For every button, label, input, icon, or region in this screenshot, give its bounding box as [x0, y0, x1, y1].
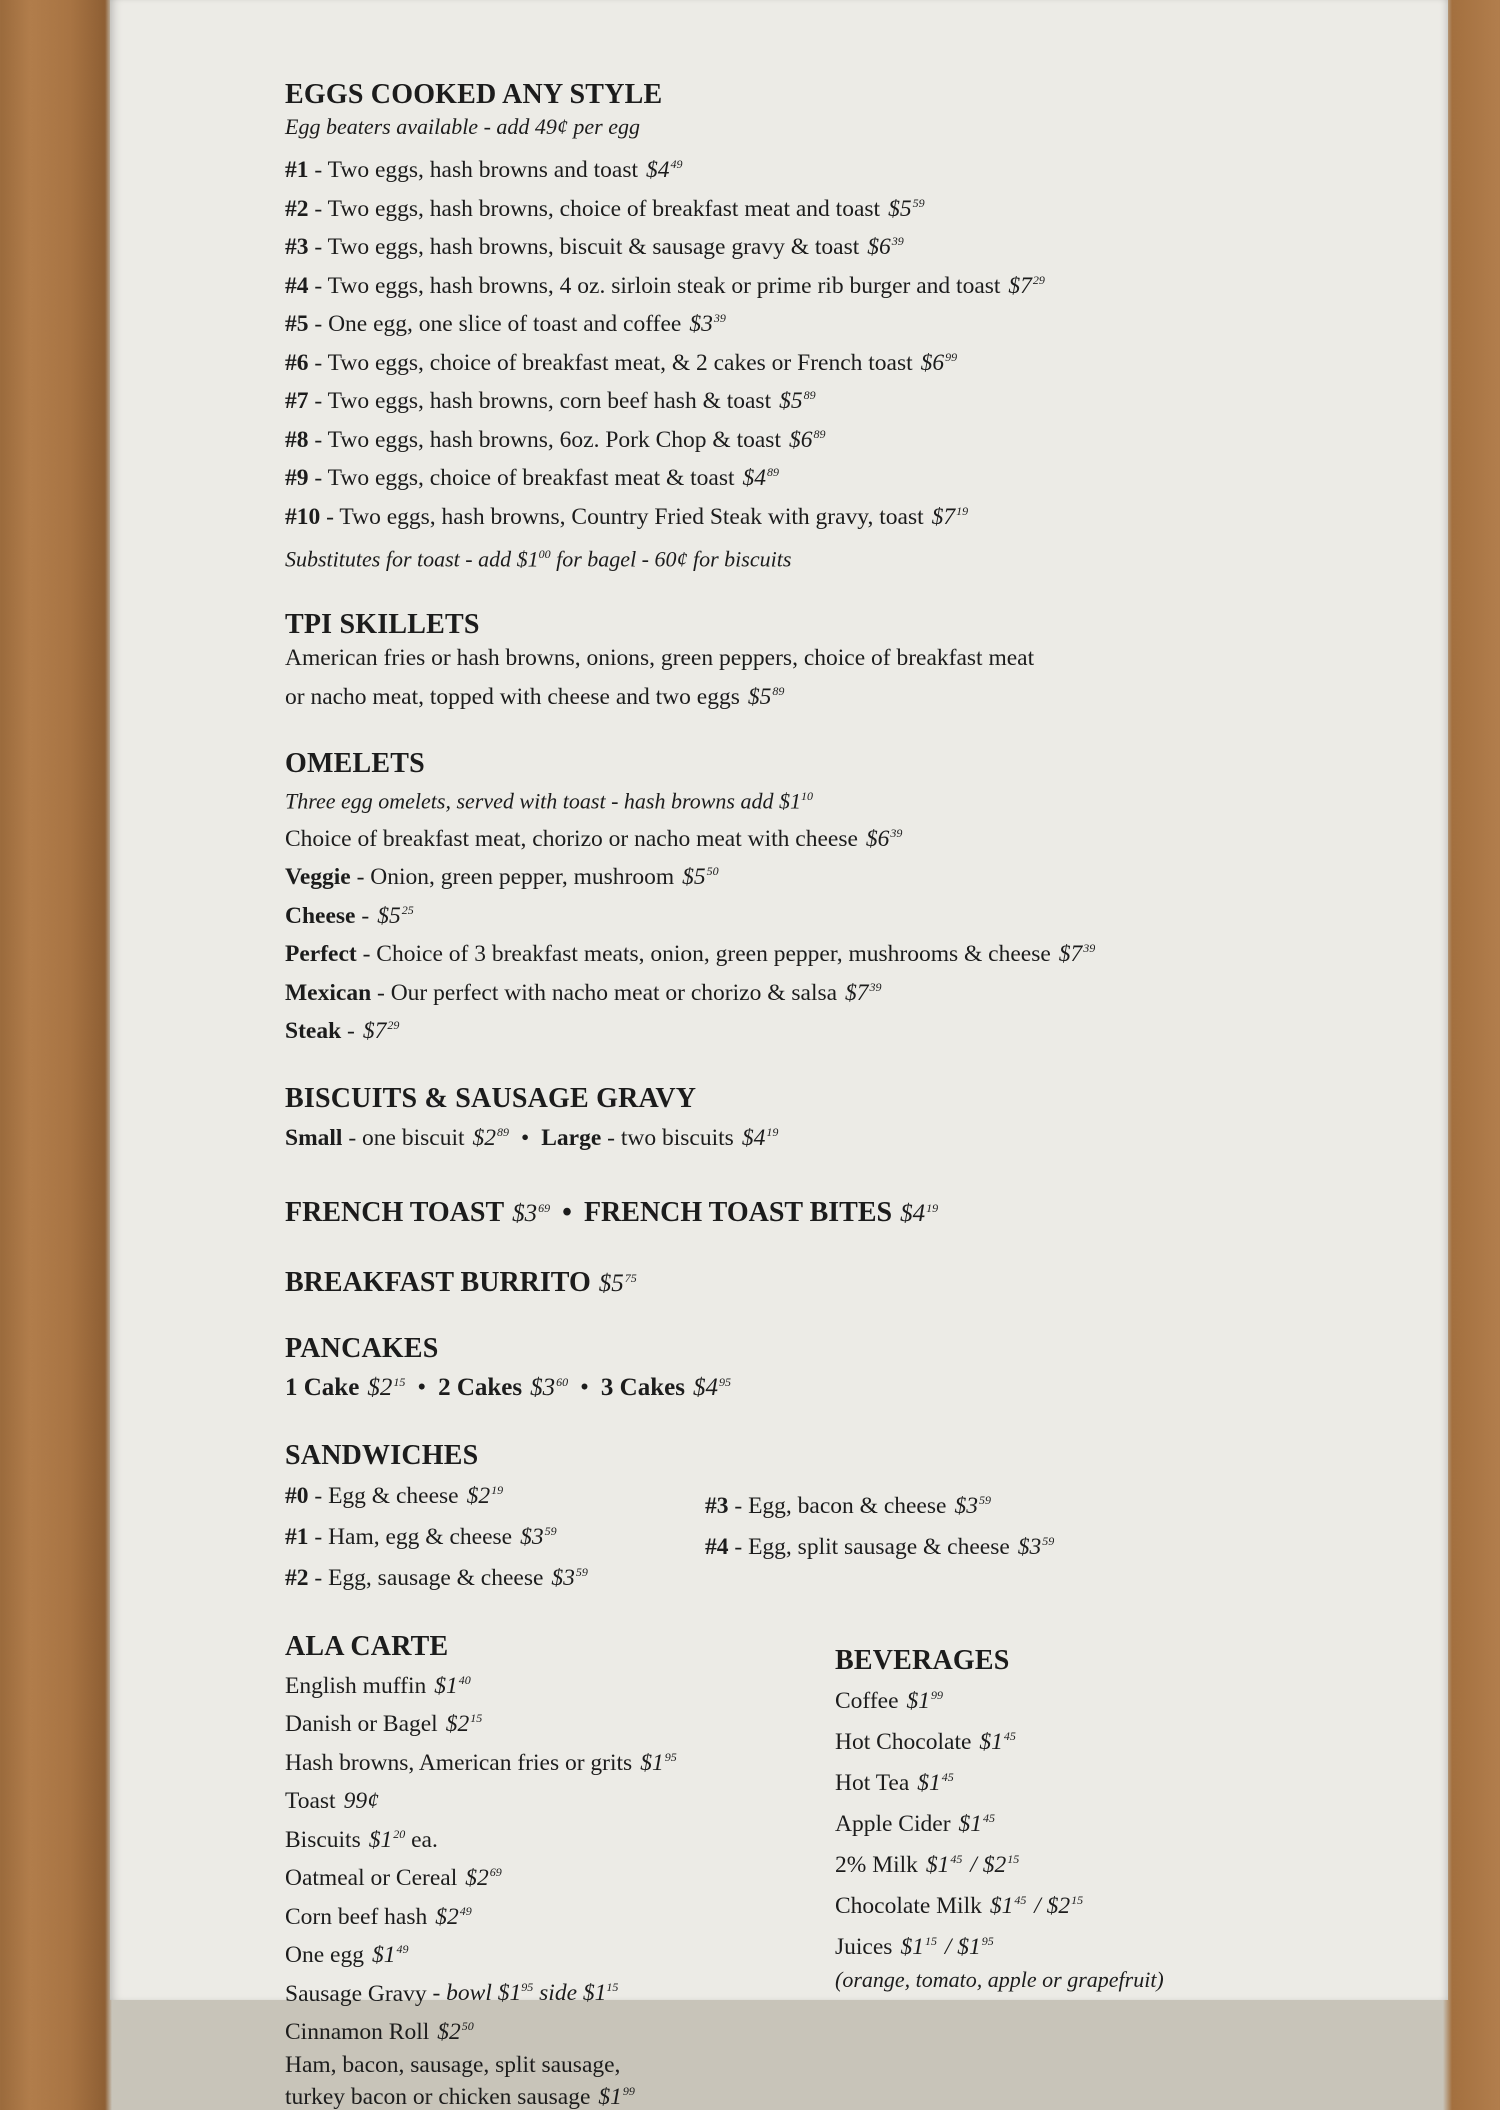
section-title: BISCUITS & SAUSAGE GRAVY	[285, 1082, 697, 1114]
price: $\$1^{99}$	[906, 1687, 944, 1714]
price: $\$7^{29}$	[1008, 272, 1045, 299]
list-item: #3 - Two eggs, hash browns, biscuit & sausage gravy & toast $\$6^{39}$	[285, 234, 904, 260]
list-item: turkey bacon or chicken sausage $\$1^{99}$	[285, 2084, 635, 2110]
price: $\$2^{15}$	[445, 1711, 483, 1738]
price: $\$2^{15}$	[367, 1374, 406, 1402]
price: $\$1^{45}$	[979, 1728, 1016, 1755]
juice-note: (orange, tomato, apple or grapefruit)	[835, 1966, 1164, 1992]
price: $\$5^{89}$	[747, 683, 785, 710]
list-item: Chocolate Milk $\$1^{45}$ / $\$2^{15}$	[835, 1892, 1084, 1919]
beverages-section	[835, 1630, 1164, 2110]
substitutes-note: Substitutes for toast - add $\$1^{00}$ for bagel - 60¢ for biscuits	[285, 546, 792, 572]
list-item: #0 - Egg & cheese $\$2^{19}$	[285, 1482, 504, 1509]
price: $\$6^{39}$	[865, 825, 903, 852]
biscuits-line: Small - one biscuit $\$2^{89}$ • Large - two biscuits $\$4^{19}$	[285, 1124, 779, 1151]
price: 99¢	[343, 1788, 379, 1815]
list-item: Cinnamon Roll $\$2^{50}$	[285, 2018, 474, 2045]
pancake-option: 1 Cake	[285, 1374, 360, 1402]
list-item: Toast 99¢	[285, 1788, 379, 1815]
price: $\$2^{19}$	[466, 1482, 504, 1509]
omelets-list	[285, 817, 1405, 1048]
section-title: TPI SKILLETS	[285, 609, 480, 641]
list-item: Mexican - Our perfect with nacho meat or chorizo & salsa $\$7^{39}$	[285, 979, 882, 1006]
menu-page	[110, 0, 1448, 2110]
menu-content	[285, 78, 1405, 2110]
list-item: Biscuits $\$1^{20}$ ea.	[285, 1826, 438, 1853]
list-item: Steak - $\$7^{29}$	[285, 1018, 400, 1045]
price: $\$3^{59}$	[551, 1564, 588, 1591]
section-title: PANCAKES	[285, 1333, 439, 1365]
price: $\$3^{60}$	[530, 1374, 569, 1402]
list-item: #1 - Ham, egg & cheese $\$3^{59}$	[285, 1523, 557, 1550]
price: $\$6^{89}$	[788, 426, 826, 453]
pancakes-line: 1 Cake $\$2^{15}$ • 2 Cakes $\$3^{60}$ • 3 Cakes $\$4^{95}$	[285, 1374, 731, 1402]
list-item: #3 - Egg, bacon & cheese $\$3^{59}$	[705, 1492, 991, 1519]
pancakes-section	[285, 1332, 1405, 1405]
pancake-option: 2 Cakes	[438, 1374, 523, 1402]
price: $\$2^{49}$	[435, 1903, 472, 1930]
price: $\$1^{45}$	[925, 1851, 963, 1878]
beverages-list	[835, 1678, 1164, 1965]
price: $\$7^{39}$	[1058, 941, 1096, 968]
list-item: #4 - Egg, split sausage & cheese $\$3^{59}$	[705, 1533, 1055, 1560]
price: $\$7^{19}$	[931, 503, 969, 530]
list-item: #2 - Egg, sausage & cheese $\$3^{59}$	[285, 1564, 588, 1591]
price: $\$2^{69}$	[465, 1865, 502, 1892]
list-item: Choice of breakfast meat, chorizo or nacho meat with cheese $\$6^{39}$	[285, 825, 903, 852]
price: $\$1^{40}$	[434, 1672, 471, 1699]
price: $\$1^{49}$	[371, 1942, 409, 1969]
alacarte-section	[285, 1630, 825, 2110]
list-item: #1 - Two eggs, hash browns and toast $\$4^{49}$	[285, 157, 683, 183]
section-title: ALA CARTE	[285, 1630, 449, 1662]
price: $\$7^{29}$	[362, 1018, 400, 1045]
price: $\$1^{45}$	[917, 1769, 954, 1796]
section-title: OMELETS	[285, 748, 425, 780]
price: $\$5^{89}$	[779, 388, 816, 414]
eggs-list	[285, 148, 1405, 533]
list-item: #10 - Two eggs, hash browns, Country Fried Steak with gravy, toast $\$7^{19}$	[285, 503, 969, 530]
biscuits-section	[285, 1082, 1405, 1155]
list-item: #5 - One egg, one slice of toast and coffee $\$3^{39}$	[285, 311, 726, 337]
list-item: English muffin $\$1^{40}$	[285, 1672, 471, 1699]
sandwich-right-list	[705, 1473, 1054, 1596]
price: $\$3^{39}$	[689, 311, 726, 337]
skillets-section	[285, 608, 1405, 713]
section-note: Egg beaters available - add 49¢ per egg	[285, 114, 640, 139]
list-item: Ham, bacon, sausage, split sausage,	[285, 2052, 621, 2079]
section-title: BEVERAGES	[835, 1644, 1010, 1676]
list-item: #2 - Two eggs, hash browns, choice of breakfast meat and toast $\$5^{59}$	[285, 195, 925, 222]
burrito-line: BREAKFAST BURRITO $\$5^{75}$	[285, 1267, 637, 1299]
price: $\$7^{39}$	[845, 979, 882, 1006]
alacarte-list	[285, 1664, 825, 1972]
list-item: Juices $\$1^{15}$ / $\$1^{95}$	[835, 1933, 994, 1960]
price: $\$4^{89}$	[742, 465, 780, 491]
section-title: EGGS COOKED ANY STYLE	[285, 79, 663, 110]
pancake-option: 3 Cakes	[600, 1374, 685, 1402]
price: $\$3^{59}$	[520, 1523, 557, 1550]
list-item: #9 - Two eggs, choice of breakfast meat & toast $\$4^{89}$	[285, 465, 780, 491]
price: $\$5^{25}$	[377, 902, 414, 929]
omelets-section	[285, 747, 1405, 1047]
list-item: Coffee $\$1^{99}$	[835, 1687, 944, 1714]
price: $\$4^{95}$	[692, 1374, 731, 1402]
list-item: Perfect - Choice of 3 breakfast meats, onion, green pepper, mushrooms & cheese $\$7^{39}$	[285, 941, 1096, 968]
list-item: #4 - Two eggs, hash browns, 4 oz. sirloin steak or prime rib burger and toast $\$7^{29}$	[285, 272, 1045, 299]
list-item: Apple Cider $\$1^{45}$	[835, 1810, 996, 1837]
sandwich-left-list	[285, 1473, 705, 1596]
list-item: One egg $\$1^{49}$	[285, 1942, 409, 1969]
section-note: Three egg omelets, served with toast - hash browns add $\$1^{10}$	[285, 788, 813, 814]
section-title: SANDWICHES	[285, 1439, 479, 1471]
list-item: Veggie - Onion, green pepper, mushroom $\$5^{50}$	[285, 864, 719, 891]
skillets-desc-line1: American fries or hash browns, onions, green peppers, choice of breakfast meat	[285, 645, 1035, 672]
list-item: Hash browns, American fries or grits $\$1^{95}$	[285, 1749, 677, 1776]
price: $\$1^{15}$	[900, 1933, 937, 1960]
list-item: Danish or Bagel $\$2^{15}$	[285, 1711, 483, 1738]
price: $\$1^{45}$	[989, 1892, 1027, 1919]
list-item: Hot Chocolate $\$1^{45}$	[835, 1728, 1016, 1755]
list-item: #7 - Two eggs, hash browns, corn beef hash & toast $\$5^{89}$	[285, 388, 816, 414]
price: $\$3^{59}$	[1017, 1533, 1055, 1560]
price: $\$6^{39}$	[867, 234, 904, 260]
price: $\$1^{95}$	[640, 1749, 677, 1776]
list-item: Cheese - $\$5^{25}$	[285, 902, 414, 929]
list-item: 2% Milk $\$1^{45}$ / $\$2^{15}$	[835, 1851, 1020, 1878]
price: $\$5^{50}$	[682, 864, 719, 891]
price: $\$6^{99}$	[920, 349, 958, 376]
list-item: Corn beef hash $\$2^{49}$	[285, 1903, 472, 1930]
french-toast-line: FRENCH TOAST $\$3^{69}$ • FRENCH TOAST BITES $\$4^{19}$	[285, 1197, 939, 1229]
skillets-desc-line2: or nacho meat, topped with cheese and two eggs $\$5^{89}$	[285, 683, 785, 710]
list-item: #8 - Two eggs, hash browns, 6oz. Pork Chop & toast $\$6^{89}$	[285, 426, 826, 453]
list-item: #6 - Two eggs, choice of breakfast meat, & 2 cakes or French toast $\$6^{99}$	[285, 349, 958, 376]
price: $\$3^{59}$	[954, 1492, 991, 1519]
sandwiches-section	[285, 1439, 1405, 1596]
list-item: Hot Tea $\$1^{45}$	[835, 1769, 954, 1796]
list-item: Oatmeal or Cereal $\$2^{69}$	[285, 1865, 502, 1892]
price: $\$1^{45}$	[958, 1810, 996, 1837]
price: $\$5^{59}$	[888, 195, 925, 222]
price: $\$4^{49}$	[646, 157, 683, 183]
price: $\$1^{20}$	[368, 1826, 406, 1853]
eggs-section	[285, 78, 1405, 574]
list-item: Sausage Gravy - bowl $\$1^{95}$ side $\$1^{15}$	[285, 1980, 619, 2007]
